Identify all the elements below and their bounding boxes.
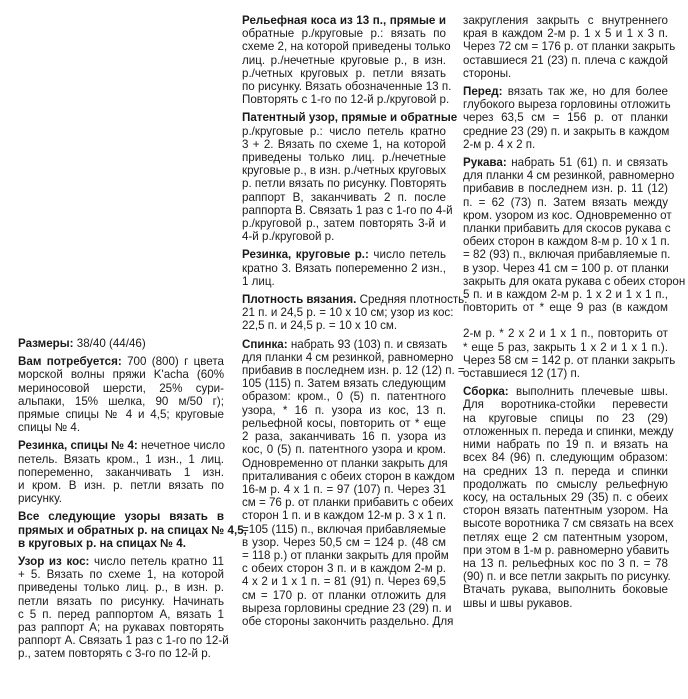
text-line <box>18 337 224 350</box>
column-2 <box>242 14 468 633</box>
text-line <box>18 466 224 479</box>
text-line <box>463 438 668 451</box>
text-line <box>18 382 224 395</box>
text-run: рельефной косы, повторить от * еще <box>242 416 446 430</box>
paragraph-materials <box>18 355 224 434</box>
text-run: края в каждом 2-м р. 1 х 5 и 1 х 3 п. <box>463 27 668 41</box>
text-line <box>242 14 446 27</box>
text-run: узора, * 16 п. узора из кос, 13 п. <box>242 403 446 417</box>
text-run: петлях еще 2 см патентным узором, <box>463 530 668 544</box>
text-run: 5 п. и в каждом 2-м р. 1 х 2 и 1 х 1 п., <box>463 288 668 302</box>
text-run: Средняя плотность: <box>359 293 468 307</box>
text-run: приведены только лиц. р./нечетные <box>242 151 446 165</box>
text-line <box>18 647 224 660</box>
text-run: петли вязать по рисунку. Начинать <box>18 594 224 608</box>
text-line <box>18 453 224 466</box>
text-line <box>242 151 446 164</box>
text-run: морской волны пряжи K'acha (60% <box>18 368 224 382</box>
text-line <box>18 523 247 537</box>
text-run: с обеих сторон 3 п. и в каждом 2-м р. <box>242 562 446 576</box>
paragraph-patent <box>242 111 458 244</box>
paragraph-heading: Резинка, круговые р.: <box>242 248 369 262</box>
text-run: (90) п. и все петли закрыть по рисунку. <box>463 570 671 584</box>
text-run: 2 раза, заканчивать 16 п. узора из <box>242 430 446 444</box>
text-run: раппорта В. Связать 1 раз с 1-го по 4-й <box>242 203 453 217</box>
text-line <box>18 395 224 408</box>
text-line <box>242 40 451 54</box>
text-line <box>242 54 446 67</box>
text-line <box>242 67 446 80</box>
paragraph-back_cont <box>463 14 676 80</box>
text-run: приведены только лиц. р., в изн. р. <box>18 581 224 595</box>
text-line <box>242 319 446 332</box>
text-run: спицы № 4. <box>18 421 81 435</box>
text-run: оставшиеся 21 (23) п. плеча с каждой <box>463 53 668 67</box>
text-run: по рисунку. Вязать обозначенные 13 п. <box>242 80 452 94</box>
text-line <box>242 203 453 217</box>
text-run: 38/40 (44/46) <box>76 337 146 350</box>
text-run: круговые р., в изн. р./четных круговых <box>242 164 446 178</box>
paragraph-braids <box>18 555 229 661</box>
text-run: стороны. <box>463 66 512 80</box>
text-line <box>18 608 224 621</box>
text-run: Все следующие узоры вязать в <box>18 510 224 524</box>
text-run: петель. Вязать кром., 1 изн., 1 лиц. <box>18 452 224 466</box>
text-run: раз раппорт А; на рукавах повторять <box>18 621 224 635</box>
paragraph-front <box>463 85 671 151</box>
paragraph-relief <box>242 14 452 107</box>
text-line <box>463 570 671 584</box>
text-line <box>18 408 224 421</box>
paragraph-heading: Плотность вязания. <box>242 293 357 307</box>
text-run: на средних 13 п. переда и спинки <box>463 464 668 478</box>
text-line <box>463 138 668 151</box>
paragraph-following <box>18 510 247 550</box>
text-line <box>463 327 668 340</box>
text-run: обеих сторон в каждом 8-м р. 10 х 1 п. <box>463 235 670 249</box>
text-run: прямые спицы № 4 и 4,5; круговые <box>18 408 224 422</box>
column-1 <box>18 337 247 666</box>
paragraph-heading: Сборка: <box>463 385 509 399</box>
text-run: = 118 р.) от планки закрыть для пройм <box>242 548 449 562</box>
text-line <box>242 164 446 177</box>
text-run: в круговых р. на спицах № 4. <box>18 536 186 550</box>
text-run: 2-м р. * 2 х 2 и 1 х 1 п., повторить от <box>463 327 668 341</box>
paragraph-back <box>242 337 465 628</box>
text-line <box>242 293 468 307</box>
text-line <box>463 27 668 40</box>
text-run: раппорт А. Связать 1 раз с 1-го по 12-й <box>18 634 229 648</box>
text-line <box>18 621 224 634</box>
text-line <box>242 601 452 615</box>
text-line <box>242 248 446 261</box>
text-line <box>463 504 668 517</box>
text-run: вязать так же, но для более <box>507 85 668 99</box>
text-run: Втачать рукава, выполнить боковые <box>463 583 668 597</box>
text-line <box>463 367 668 380</box>
text-line <box>242 217 446 230</box>
text-run: косу, на остальных 29 (35) п. с обеих <box>463 490 668 504</box>
text-line <box>463 208 672 222</box>
text-run: обе стороны закончить раздельно. Для <box>242 614 454 628</box>
text-run: мериносовой шерсти, 25% сури- <box>18 381 224 395</box>
text-run: с 5 п. перед раппортом А, вязать 1 <box>18 607 224 621</box>
paragraph-heading: Вам потребуется: <box>18 355 122 369</box>
text-run: для планки 4 см резинкой, равномерно <box>463 169 675 183</box>
text-run: 2-м р. 4 х 2 п. <box>463 137 536 151</box>
text-run: альпаки, 15% шелка, 90 м/50 г); <box>18 394 224 408</box>
text-run: обратные р./круговые р.: вязать по <box>242 27 446 41</box>
text-run: кос, 0 (5) п. патентного узора и кром. <box>242 443 446 457</box>
paragraph-heading: Патентный узор, прямые и обратные <box>242 111 458 125</box>
text-line <box>18 479 224 492</box>
text-line <box>463 353 676 367</box>
text-line <box>242 614 454 628</box>
text-line <box>463 301 668 314</box>
text-run: приталивания с обеих сторон в каждом <box>242 469 455 483</box>
text-run: в узор. Через 41 см = 100 р. от планки <box>463 261 669 275</box>
text-line <box>18 555 224 568</box>
text-line <box>242 80 452 94</box>
text-run: через 63,5 см = 156 р. от планки <box>463 111 668 125</box>
text-line <box>242 390 446 403</box>
text-line <box>242 275 446 288</box>
text-line <box>463 248 671 262</box>
text-line <box>463 98 671 112</box>
text-line <box>18 537 224 550</box>
text-run: р., затем повторять с 3-го по 12-й р. <box>18 647 211 661</box>
text-run: набрать 51 (61) п. и связать <box>511 156 668 170</box>
text-line <box>18 581 224 594</box>
text-run: закругления закрыть с внутреннего <box>463 14 668 27</box>
text-run: см = 76 р. от планки прибавить с обеих <box>242 496 454 510</box>
text-run: Через 72 см = 176 р. от планки закрыть <box>463 40 676 54</box>
paragraph-heading: Резинка, спицы № 4: <box>18 439 138 453</box>
text-line <box>242 523 446 536</box>
text-run: прибавив в последнем изн. р. 11 (12) <box>463 182 668 196</box>
text-line <box>242 562 446 575</box>
text-line <box>463 398 668 411</box>
text-line <box>242 589 446 602</box>
text-run: и кром. В изн. р. петли вязать по <box>18 479 224 493</box>
text-line <box>463 67 668 80</box>
text-line <box>242 364 465 378</box>
text-line <box>463 478 668 491</box>
paragraph-heading: Рельефная коса из 13 п., прямые и <box>242 14 446 27</box>
text-run: число петель кратно 11 <box>94 555 224 569</box>
text-line <box>242 469 455 483</box>
text-run: = 82 (93) п., включая прибавляемые п. <box>463 248 671 262</box>
text-run: попеременно, заканчивать 1 изн. <box>18 465 224 479</box>
text-run: кром. узором из кос. Одновременно от <box>463 208 672 222</box>
text-line <box>463 222 671 236</box>
text-run: кратно 3. Вязать попеременно 2 изн., <box>242 261 446 275</box>
text-line <box>242 177 446 190</box>
text-run: р./четных круговых р. петли вязать <box>242 66 446 80</box>
text-line <box>242 417 446 430</box>
text-run: отложенных п. переда и спинки, между <box>463 424 674 438</box>
text-run: число петель <box>373 248 446 262</box>
text-line <box>242 350 454 364</box>
text-line <box>18 368 224 381</box>
text-line <box>242 509 446 522</box>
text-line <box>463 262 668 275</box>
text-run: 3 + 2. Вязать по схеме 1, на которой <box>242 137 446 151</box>
text-run: сторон вязать патентным узором. На <box>463 504 668 518</box>
text-line <box>463 491 668 504</box>
text-line <box>18 510 224 523</box>
text-line <box>242 575 446 588</box>
text-line <box>242 443 446 456</box>
paragraph-assembly <box>463 385 674 610</box>
text-line <box>463 531 668 544</box>
text-line <box>463 288 668 301</box>
text-line <box>463 465 668 478</box>
text-run: средние 23 (29) п. и закрыть в каждом <box>463 124 670 138</box>
text-line <box>463 583 668 596</box>
text-run: всех 84 (96) п. следующим образом: <box>463 451 668 465</box>
text-line <box>242 27 446 40</box>
text-line <box>463 156 668 169</box>
text-line <box>463 196 668 209</box>
text-line <box>463 544 668 557</box>
text-line <box>242 138 446 151</box>
text-run: рисунку. <box>18 492 62 506</box>
text-run: набрать 93 (103) п. и связать <box>290 337 448 351</box>
text-line <box>242 191 446 204</box>
text-run: для планки 4 см резинкой, равномерно <box>242 350 454 364</box>
text-line <box>463 182 668 195</box>
text-run: продолжать по смыслу рельефную <box>463 477 668 491</box>
paragraph-density <box>242 293 468 333</box>
text-line <box>242 377 446 390</box>
text-run: планки прибавить для скосов рукава с <box>463 222 671 236</box>
text-line <box>18 595 224 608</box>
text-line <box>463 111 668 124</box>
text-line <box>242 93 450 107</box>
text-run: * еще 5 раз, закрыть 1 х 2 и 1 х 1 п.). <box>463 340 668 354</box>
text-run: выреза горловины средние 23 (29) п. и <box>242 601 452 615</box>
paragraph-sleeves <box>463 156 686 381</box>
text-run: оставшиеся 12 (17) п. <box>463 367 581 381</box>
text-run: швы и швы рукавов. <box>463 596 573 610</box>
text-run: р./круговые р.: число петель кратно <box>242 124 446 138</box>
text-run: 1 лиц. <box>242 274 275 288</box>
paragraph-heading: Рукава: <box>463 156 507 170</box>
text-run: выполнить плечевые швы. <box>515 385 668 399</box>
text-line <box>463 412 668 425</box>
text-line <box>242 262 446 275</box>
text-line <box>242 483 446 496</box>
text-line <box>18 492 224 505</box>
text-line <box>463 235 668 248</box>
paragraph-heading: Спинка: <box>242 337 288 351</box>
text-run: ними набрать по 19 п. и вязать на <box>463 438 668 452</box>
text-line <box>18 439 224 452</box>
text-run: в узор. Через 50,5 см = 124 р. (48 см <box>242 535 446 549</box>
text-run: п. = 62 (73) п. Затем вязать между <box>463 195 668 209</box>
text-run: р./круговой р., затем повторять 3-й и <box>242 217 446 231</box>
text-line <box>242 111 458 125</box>
text-line <box>242 230 446 243</box>
text-line <box>463 341 668 354</box>
text-run: 105 (115) п. Затем вязать следующим <box>242 377 446 391</box>
text-line <box>463 517 674 531</box>
paragraph-sizes <box>18 337 224 350</box>
text-line <box>463 451 668 464</box>
paragraph-heading: Размеры: <box>18 337 74 350</box>
text-run: лиц. р./нечетные круговые р., в изн. <box>242 53 446 67</box>
text-line <box>463 85 668 98</box>
text-line <box>463 557 668 570</box>
text-line <box>463 274 686 288</box>
text-run: Повторять с 1-го по 12-й р./круговой р. <box>242 93 450 107</box>
text-run: прямых и обратных р. на спицах № 4,5, <box>18 523 247 537</box>
text-line <box>463 54 668 67</box>
paragraph-heading: Перед: <box>463 85 503 99</box>
text-run: Для воротника-стойки перевести <box>463 398 668 412</box>
text-run: прибавив в последнем изн. р. 12 (12) п. = <box>242 364 465 378</box>
text-run: глубокого выреза горловины отложить <box>463 98 671 112</box>
text-line <box>242 125 446 138</box>
text-run: =105 (115) п., включая прибавляемые <box>242 522 446 536</box>
text-line <box>242 338 446 351</box>
text-line <box>242 536 446 549</box>
text-run: при этом в 1-м р. равномерно убавить <box>463 543 670 557</box>
text-run: высоте воротника 7 см связать на всех <box>463 517 674 531</box>
text-line <box>242 496 454 510</box>
text-line <box>463 14 668 27</box>
text-line <box>242 306 454 320</box>
text-run: Одновременно от планки закрыть для <box>242 456 448 470</box>
text-run: р. петли вязать по рисунку. Повторять <box>242 177 447 191</box>
column-3 <box>463 14 686 615</box>
text-line <box>18 634 229 648</box>
text-run: раппорт В, заканчивать 2 п. после <box>242 190 446 204</box>
text-line <box>463 125 668 138</box>
text-run: закрыть для оката рукава с обеих сторон <box>463 274 686 288</box>
text-line <box>242 404 446 417</box>
text-line <box>463 424 674 438</box>
text-run: Через 58 см = 142 р. от планки закрыть <box>463 353 676 367</box>
text-line <box>18 355 224 368</box>
text-run: образом: кром., 0 (5) п. патентного <box>242 390 446 404</box>
text-line <box>463 314 668 327</box>
text-run: + 5. Вязать по схеме 1, на которой <box>18 568 224 582</box>
text-run: нечетное число <box>141 439 226 453</box>
text-line <box>242 457 446 470</box>
text-run: 22,5 п. и 24,5 р. = 10 х 10 см. <box>242 319 398 333</box>
text-run: 700 (800) г цвета <box>127 355 224 369</box>
text-run: сторон 1 п. и в каждом 12-м р. 3 х 1 п. <box>242 509 447 523</box>
text-run: 4-й р./круговой р. <box>242 230 335 244</box>
text-line <box>463 597 668 610</box>
text-run: 4 х 2 и 1 х 1 п. = 81 (91) п. Через 69,5 <box>242 575 446 589</box>
text-run: на круговые спицы по 23 (29) <box>463 411 668 425</box>
paragraph-heading: Узор из кос: <box>18 555 90 569</box>
text-line <box>463 385 668 398</box>
text-line <box>463 169 675 183</box>
text-run: см = 170 р. от планки отложить для <box>242 588 446 602</box>
text-line <box>18 568 224 581</box>
text-line <box>18 421 224 434</box>
text-run: 16-м р. 4 х 1 п. = 97 (107) п. Через 31 <box>242 482 446 496</box>
text-run: на 13 п. рельефных кос по 3 п. = 78 <box>463 556 668 570</box>
text-run: схеме 2, на которой приведены только <box>242 40 451 54</box>
paragraph-ribbing4 <box>18 439 224 505</box>
paragraph-ribround <box>242 248 446 288</box>
text-run: 21 п. и 24,5 р. = 10 х 10 см; узор из кос: <box>242 306 454 320</box>
text-line <box>463 40 676 54</box>
text-line <box>242 548 449 562</box>
text-run: повторить от * еще 9 раз (в каждом <box>463 301 668 315</box>
text-line <box>242 430 446 443</box>
